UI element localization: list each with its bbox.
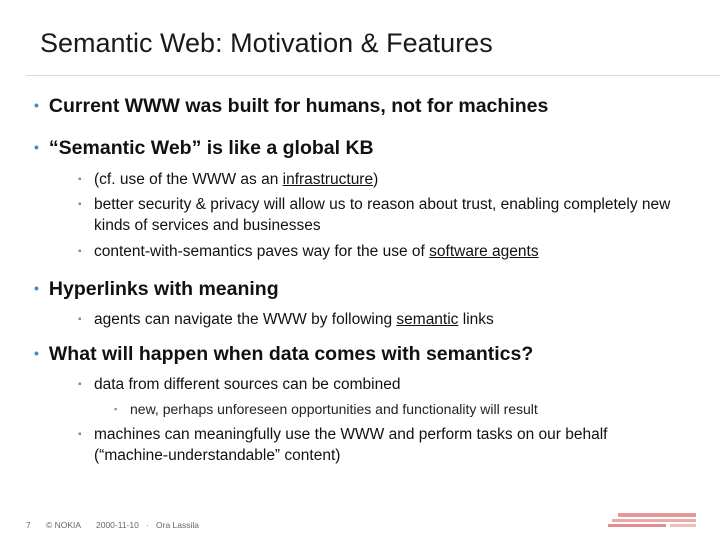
bullet-dot-icon: • bbox=[34, 97, 39, 113]
subbullet-text: machines can meaningfully use the WWW and perform tasks on our behalf (“machine-understandable” content) bbox=[94, 426, 608, 464]
company-logo-icon bbox=[608, 512, 698, 530]
bullet-square-icon: ▪ bbox=[114, 404, 118, 414]
subbullet-software-agents bbox=[78, 241, 678, 262]
subbullet-text-end: links bbox=[458, 311, 494, 328]
subbullet-text-end: ) bbox=[373, 171, 379, 188]
subbullet-text: (cf. use of the WWW as an bbox=[94, 171, 283, 188]
software-agents-link-text: software agents bbox=[429, 243, 539, 260]
bullet-square-icon: ▪ bbox=[78, 174, 82, 185]
bullet-text: “Semantic Web” is like a global KB bbox=[48, 137, 374, 159]
bullet-dot-icon: • bbox=[34, 345, 39, 361]
footer-copyright: © NOKIA bbox=[46, 520, 82, 530]
footer-author: Ora Lassila bbox=[156, 520, 199, 530]
bullet-square-icon: ▪ bbox=[78, 314, 82, 325]
subbullet-data-combined bbox=[78, 374, 678, 395]
subbullet-text: agents can navigate the WWW by following bbox=[94, 311, 397, 328]
bullet-current-www bbox=[34, 95, 548, 118]
semantic-link-text: semantic bbox=[396, 311, 459, 328]
footer-date: 2000-11-10 bbox=[96, 520, 139, 530]
subbullet-security-privacy bbox=[78, 194, 678, 236]
bullet-square-icon: ▪ bbox=[78, 199, 82, 210]
bullet-square-icon: ▪ bbox=[78, 246, 82, 257]
subbullet-text: content-with-semantics paves way for the use of bbox=[94, 243, 430, 260]
slide-title: Semantic Web: Motivation & Features bbox=[40, 28, 493, 58]
bullet-text: What will happen when data comes with semantics? bbox=[48, 343, 534, 365]
bullet-dot-icon: • bbox=[34, 139, 39, 155]
bullet-dot-icon: • bbox=[34, 280, 39, 296]
subbullet-infrastructure bbox=[78, 169, 678, 190]
bullet-square-icon: ▪ bbox=[78, 379, 82, 390]
bullet-semantic-web-kb bbox=[34, 137, 374, 160]
footer-separator: · bbox=[146, 520, 149, 530]
page-number: 7 bbox=[26, 520, 31, 530]
bullet-text: Hyperlinks with meaning bbox=[48, 278, 279, 300]
bullet-text: Current WWW was built for humans, not for machines bbox=[48, 95, 549, 117]
infrastructure-link-text: infrastructure bbox=[282, 171, 374, 188]
bullet-hyperlinks-meaning bbox=[34, 278, 279, 301]
subsubbullet-opportunities bbox=[114, 400, 674, 418]
subbullet-agents-navigate bbox=[78, 309, 678, 330]
subsubbullet-text: new, perhaps unforeseen opportunities and functionality will result bbox=[130, 401, 538, 417]
title-divider bbox=[26, 75, 720, 76]
bullet-square-icon: ▪ bbox=[78, 429, 82, 440]
bullet-data-semantics bbox=[34, 343, 533, 366]
subbullet-text: data from different sources can be combined bbox=[94, 376, 401, 393]
subbullet-machines-use-www bbox=[78, 424, 678, 466]
subbullet-text: better security & privacy will allow us to reason about trust, enabling completely new kinds of services and businesses bbox=[94, 196, 671, 234]
